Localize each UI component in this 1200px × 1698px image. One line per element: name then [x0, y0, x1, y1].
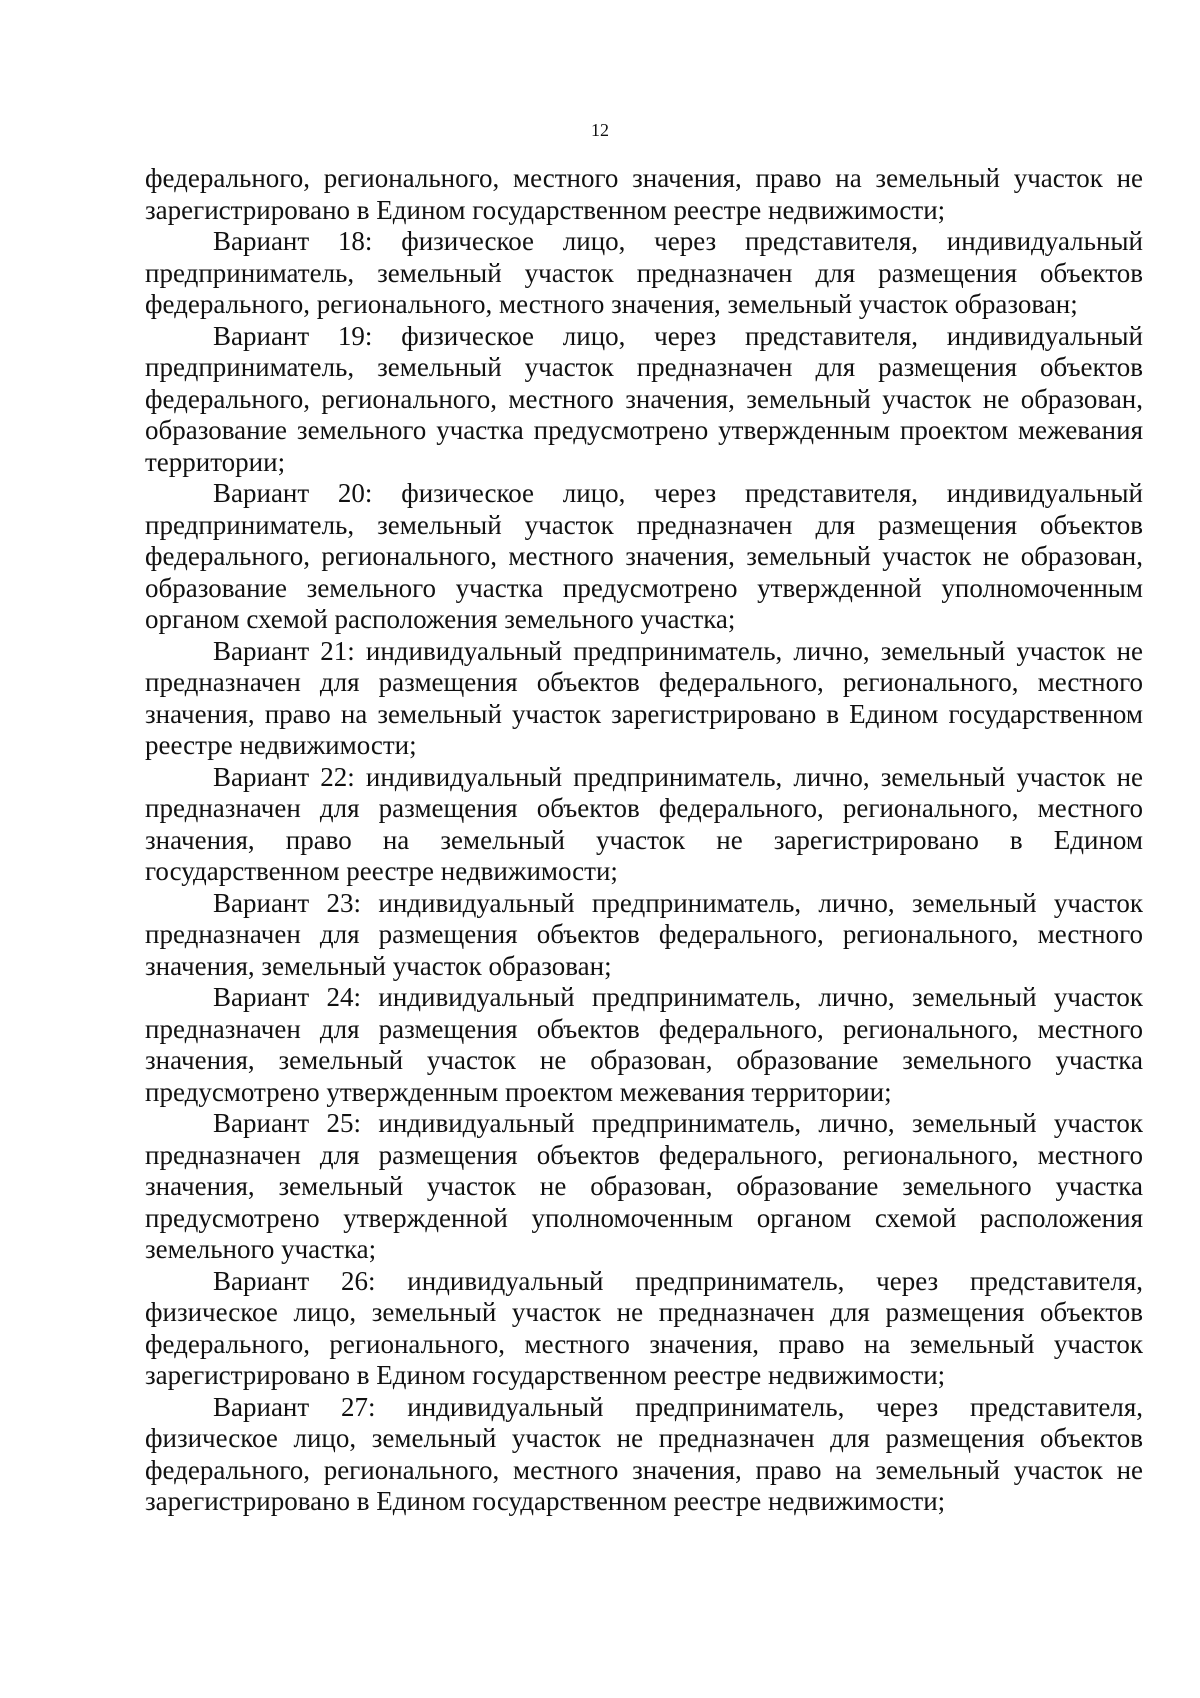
paragraph-variant-26: Вариант 26: индивидуальный предприниматель, через представителя, физическое лицо, земельный участок не предназначен для размещения объектов федерального, регионального, местного значения, право на земельный участок зарегистрировано в Едином государственном реестре недвижимости;: [145, 1265, 1143, 1390]
paragraph-variant-20: Вариант 20: физическое лицо, через представителя, индивидуальный предприниматель, земельный участок предназначен для размещения объектов федерального, регионального, местного значения, земельный участок не образован, образование земельного участка предусмотрено утвержденной уполномоченным органом схемой расположения земельного участка;: [145, 478, 1143, 634]
page-number: 12: [591, 120, 609, 140]
paragraph-variant-25: Вариант 25: индивидуальный предприниматель, лично, земельный участок предназначен для размещения объектов федерального, регионального, местного значения, земельный участок не образован, образование земельного участка предусмотрено утвержденной уполномоченным органом схемой расположения земельного участка;: [145, 1108, 1143, 1264]
paragraph-variant-23: Вариант 23: индивидуальный предприниматель, лично, земельный участок предназначен для размещения объектов федерального, регионального, местного значения, земельный участок образован;: [145, 887, 1143, 981]
paragraph-variant-19: Вариант 19: физическое лицо, через представителя, индивидуальный предприниматель, земельный участок предназначен для размещения объектов федерального, регионального, местного значения, земельный участок не образован, образование земельного участка предусмотрено утвержденным проектом межевания территории;: [145, 320, 1143, 477]
paragraph-variant-18: Вариант 18: физическое лицо, через представителя, индивидуальный предприниматель, земельный участок предназначен для размещения объектов федерального, регионального, местного значения, земельный участок образован;: [145, 226, 1143, 319]
paragraph-variant-21: Вариант 21: индивидуальный предприниматель, лично, земельный участок не предназначен для размещения объектов федерального, регионального, местного значения, право на земельный участок зарегистрировано в Едином государственном реестре недвижимости;: [145, 635, 1143, 760]
paragraph-variant-27: Вариант 27: индивидуальный предприниматель, через представителя, физическое лицо, земельный участок не предназначен для размещения объектов федерального, регионального, местного значения, право на земельный участок не зарегистрировано в Едином государственном реестре недвижимости;: [145, 1391, 1143, 1516]
paragraph-variant-22: Вариант 22: индивидуальный предприниматель, лично, земельный участок не предназначен для размещения объектов федерального, регионального, местного значения, право на земельный участок не зарегистрировано в Едином государственном реестре недвижимости;: [145, 761, 1143, 886]
paragraph-variant-24: Вариант 24: индивидуальный предприниматель, лично, земельный участок предназначен для размещения объектов федерального, регионального, местного значения, земельный участок не образован, образование земельного участка предусмотрено утвержденным проектом межевания территории;: [145, 982, 1143, 1107]
document-body: [145, 163, 1143, 1518]
paragraph-continuation: федерального, регионального, местного значения, право на земельный участок не зарегистрировано в Едином государственном реестре недвижимости;: [145, 163, 1143, 225]
